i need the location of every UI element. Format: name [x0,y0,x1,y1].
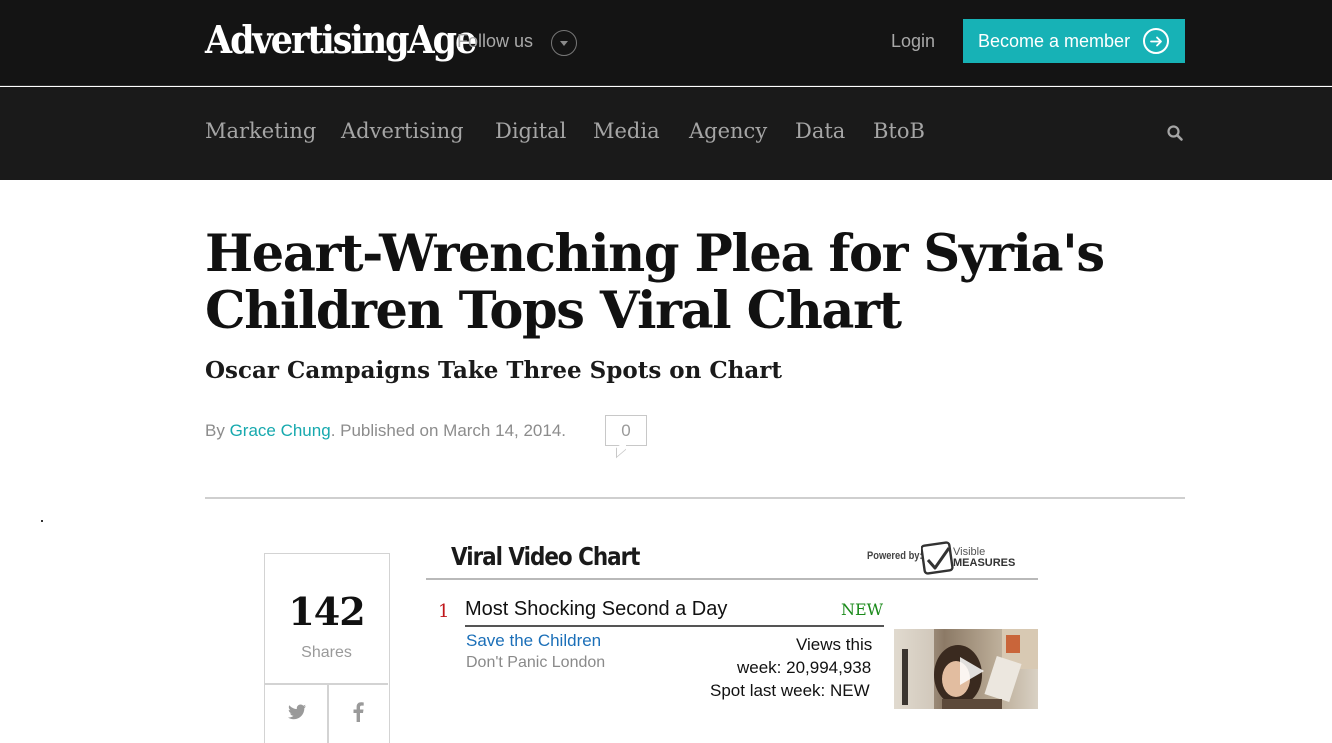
entry-views-label: Views this [796,635,873,654]
header-divider [205,497,1185,499]
nav-item-agency[interactable]: Agency [689,119,768,143]
chevron-down-icon[interactable] [551,30,577,56]
entry-divider [465,625,884,627]
entry-new-badge: NEW [841,600,884,619]
byline [205,421,566,441]
viral-chart-title: Viral Video Chart [451,542,640,571]
share-box [264,553,390,743]
author-link[interactable]: Grace Chung [229,421,331,440]
nav-item-media[interactable]: Media [593,119,660,143]
entry-title: Most Shocking Second a Day [465,598,728,620]
login-link[interactable]: Login [891,31,936,51]
visible-measures-wordmark [953,547,1015,569]
partner-line-2: MEASURES [953,557,1016,569]
arrow-right-icon [1143,28,1169,54]
nav-item-marketing[interactable]: Marketing [205,119,317,143]
share-count: 142 [288,589,365,634]
entry-rank: 1 [438,601,450,622]
main-nav [0,87,1332,180]
viral-chart-divider [426,578,1038,580]
partner-line-1: Visible [953,546,986,558]
search-icon[interactable] [1166,124,1184,142]
article-subhead: Oscar Campaigns Take Three Spots on Chart [205,357,783,384]
share-vertical-divider [327,683,329,743]
entry-views-week: week: 20,994,938 [737,658,872,677]
video-thumbnail [894,629,1038,709]
nav-item-digital[interactable]: Digital [495,119,567,143]
comment-count-badge[interactable]: 0 [605,415,647,446]
become-member-label: Become a member [978,31,1131,51]
facebook-icon[interactable] [351,702,365,722]
become-member-button[interactable] [963,19,1185,63]
nav-item-data[interactable]: Data [795,119,846,143]
powered-by-label: Powered by: [867,550,923,562]
top-bar [0,0,1332,86]
nav-item-advertising[interactable]: Advertising [341,119,464,143]
follow-us-label[interactable]: Follow us [457,31,534,51]
entry-spot-last-week: Spot last week: NEW [710,681,870,700]
entry-agency: Don't Panic London [466,654,606,671]
published-date: . Published on March 14, 2014. [330,421,567,440]
play-icon[interactable] [948,651,988,691]
site-logo[interactable]: AdvertisingAge [205,17,476,62]
twitter-icon[interactable] [287,703,307,721]
article-headline: Heart-Wrenching Plea for Syria's Children Tops Viral Chart [205,224,1104,341]
byline-prefix: By [205,421,230,440]
visible-measures-logo-icon [921,540,955,576]
nav-item-btob[interactable]: BtoB [873,119,925,143]
stray-dot [41,520,43,522]
entry-brand: Save the Children [466,631,602,650]
share-label: Shares [301,644,352,661]
